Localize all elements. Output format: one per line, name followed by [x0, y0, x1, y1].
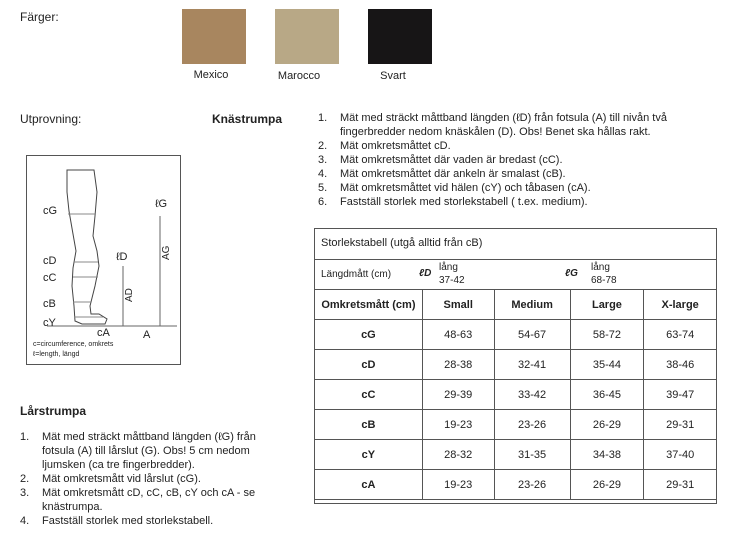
table-cell: 39-47 — [644, 380, 717, 410]
label-ld: ℓD — [116, 251, 128, 263]
thigh-stocking-title: Lårstrumpa — [20, 404, 87, 418]
table-row-label: cB — [315, 410, 423, 440]
leg-diagram — [26, 155, 181, 365]
knee-step — [318, 167, 738, 181]
table-header-cell: Medium — [494, 290, 570, 320]
ld-range: 37-42 — [439, 275, 465, 286]
step-text-line: Mät med sträckt måttband längden (ℓG) från — [42, 431, 256, 443]
label-ag: AG — [161, 245, 172, 260]
table-cell: 26-29 — [570, 410, 644, 440]
lg-symbol: ℓG — [565, 268, 578, 279]
size-table — [314, 228, 717, 504]
table-cell: 29-31 — [644, 470, 717, 500]
step-number: 4. — [20, 515, 30, 527]
table-row — [315, 320, 717, 350]
step-text-line: Mät med sträckt måttband längden (ℓD) från fotsula (A) till nivån två — [340, 112, 667, 124]
table-header-cell: X-large — [644, 290, 717, 320]
step-number: 1. — [318, 112, 328, 124]
table-cell: 31-35 — [494, 440, 570, 470]
step-number: 2. — [318, 140, 328, 152]
table-header-row — [315, 290, 717, 320]
table-row-label: cD — [315, 350, 423, 380]
table-cell: 48-63 — [422, 320, 494, 350]
step-text-line: fotsula (A) till lårslut (G). Obs! 5 cm nedom — [42, 445, 250, 457]
table-cell: 34-38 — [570, 440, 644, 470]
knee-step — [318, 181, 738, 195]
table-row — [315, 380, 717, 410]
table-cell: 28-38 — [422, 350, 494, 380]
legend-circumference: c=circumference, omkrets — [33, 341, 114, 348]
step-text-line: ljumsken (ca tre fingerbredder). — [42, 459, 195, 471]
colors-title: Färger: — [20, 10, 59, 24]
lg-range: 68-78 — [591, 275, 617, 286]
knee-step — [318, 139, 738, 153]
table-cell: 28-32 — [422, 440, 494, 470]
step-text-line: Mät omkretsmåttet där ankeln är smalast (cB). — [340, 168, 566, 180]
table-cell: 23-26 — [494, 470, 570, 500]
knee-steps-list — [318, 111, 738, 209]
table-row — [315, 440, 717, 470]
swatch-label: Svart — [380, 70, 406, 82]
thigh-step — [20, 430, 300, 472]
table-cell: 29-31 — [644, 410, 717, 440]
legend-length: ℓ=length, längd — [33, 351, 80, 358]
step-number: 3. — [318, 154, 328, 166]
label-cc: cC — [43, 272, 57, 284]
table-row — [315, 350, 717, 380]
table-cell: 35-44 — [570, 350, 644, 380]
swatch-label: Marocco — [277, 70, 321, 82]
table-row-label: cY — [315, 440, 423, 470]
step-number: 3. — [20, 487, 30, 499]
swatch-mexico — [182, 9, 246, 64]
length-row — [315, 259, 716, 290]
step-text-line: Fastställ storlek med storlekstabell ( t.ex. medium). — [340, 196, 588, 208]
table-row-label: cA — [315, 470, 423, 500]
step-number: 1. — [20, 431, 30, 443]
table-cell: 19-23 — [422, 470, 494, 500]
length-label: Längdmått (cm) — [321, 269, 392, 280]
table-cell: 32-41 — [494, 350, 570, 380]
step-text-line: fingerbredder nedom knäskålen (D). Obs! Benet ska hållas rakt. — [340, 126, 651, 138]
step-text-line: Mät omkretsmåttet där vaden är bredast (cC). — [340, 154, 563, 166]
table-cell: 38-46 — [644, 350, 717, 380]
ld-symbol: ℓD — [419, 268, 432, 279]
knee-stocking-title: Knästrumpa — [212, 112, 283, 126]
knee-step — [318, 111, 738, 139]
table-row-label: cG — [315, 320, 423, 350]
label-cg: cG — [43, 205, 58, 217]
table-cell: 63-74 — [644, 320, 717, 350]
step-text-line: Mät omkretsmåttet vid hälen (cY) och tåbasen (cA). — [340, 182, 591, 194]
table-header-cell: Omkretsmått (cm) — [315, 290, 423, 320]
label-a: A — [143, 329, 151, 341]
swatch-svart — [368, 9, 432, 64]
swatch-label: Mexico — [193, 69, 229, 81]
label-cy: cY — [43, 317, 56, 329]
lg-word: lång — [591, 262, 610, 273]
step-text-line: knästrumpa. — [42, 501, 103, 513]
label-ad: AD — [124, 288, 135, 302]
knee-step — [318, 153, 738, 167]
leg-outline — [67, 170, 107, 324]
step-text-line: Mät omkretsmått vid lårslut (cG). — [42, 473, 201, 485]
size-grid — [314, 289, 717, 500]
swatch-marocco — [275, 9, 339, 64]
label-lg: ℓG — [155, 198, 168, 210]
thigh-steps-list — [20, 430, 300, 528]
label-cb: cB — [43, 298, 56, 310]
table-cell: 36-45 — [570, 380, 644, 410]
table-cell: 54-67 — [494, 320, 570, 350]
table-cell: 37-40 — [644, 440, 717, 470]
step-text-line: Fastställ storlek med storlekstabell. — [42, 515, 214, 527]
table-cell: 23-26 — [494, 410, 570, 440]
table-cell: 19-23 — [422, 410, 494, 440]
thigh-step — [20, 472, 300, 486]
table-row-label: cC — [315, 380, 423, 410]
table-caption: Storlekstabell (utgå alltid från cB) — [321, 237, 483, 249]
step-number: 5. — [318, 182, 328, 194]
knee-step — [318, 195, 738, 209]
ld-word: lång — [439, 262, 458, 273]
fitting-label: Utprovning: — [20, 112, 82, 126]
table-cell: 33-42 — [494, 380, 570, 410]
thigh-step — [20, 514, 300, 528]
table-row — [315, 470, 717, 500]
label-ca: cA — [97, 327, 110, 339]
table-cell: 26-29 — [570, 470, 644, 500]
step-text-line: Mät omkretsmått cD, cC, cB, cY och cA - se — [42, 487, 256, 499]
thigh-step — [20, 486, 300, 514]
table-header-cell: Small — [422, 290, 494, 320]
step-number: 2. — [20, 473, 30, 485]
table-row — [315, 410, 717, 440]
step-text-line: Mät omkretsmåttet cD. — [340, 140, 451, 152]
table-cell: 58-72 — [570, 320, 644, 350]
table-header-cell: Large — [570, 290, 644, 320]
step-number: 4. — [318, 168, 328, 180]
label-cd: cD — [43, 255, 57, 267]
step-number: 6. — [318, 196, 328, 208]
table-cell: 29-39 — [422, 380, 494, 410]
